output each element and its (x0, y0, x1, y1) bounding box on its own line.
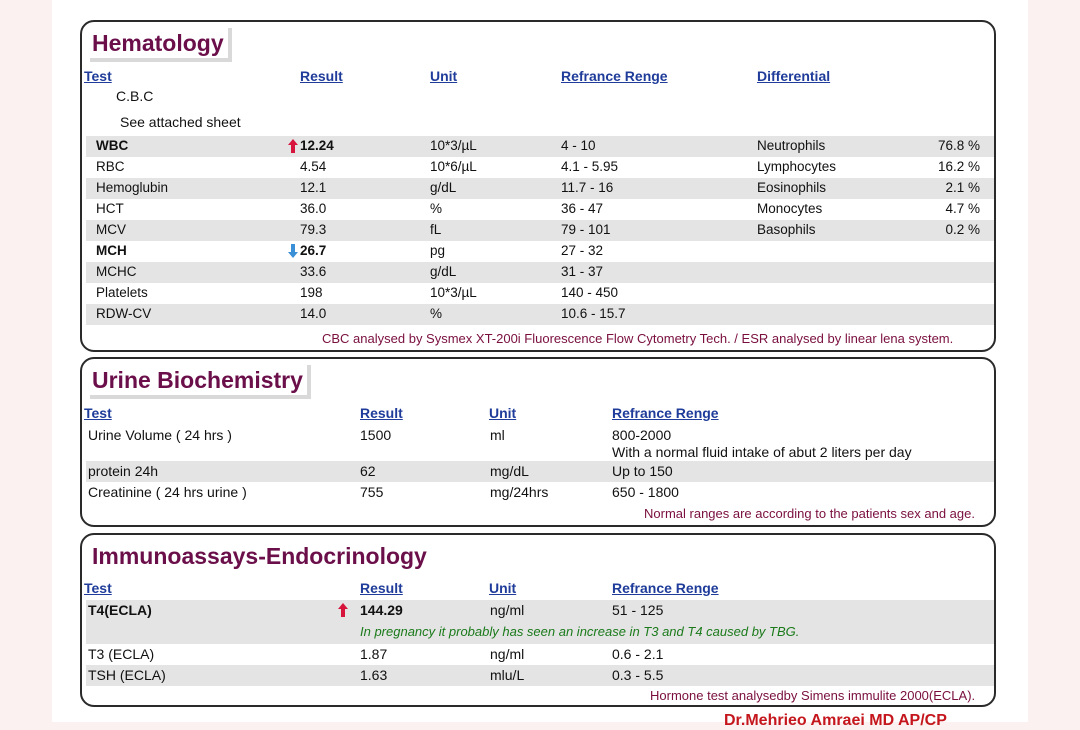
test-name: RBC (96, 159, 125, 174)
result-value: 12.24 (300, 138, 334, 153)
table-row (86, 600, 994, 644)
section-title: Urine Biochemistry (90, 365, 311, 399)
reference-range-note: With a normal fluid intake of abut 2 liters per day (612, 444, 912, 460)
low-flag-arrow-icon (288, 244, 298, 258)
reference-range: 27 - 32 (561, 243, 604, 258)
reference-range: 650 - 1800 (612, 484, 679, 500)
differential-name: Lymphocytes (757, 159, 837, 174)
header-unit: Unit (489, 580, 517, 596)
table-row (86, 482, 994, 503)
header-unit: Unit (430, 68, 458, 84)
header-result: Result (360, 405, 403, 421)
reference-range: 79 - 101 (561, 222, 611, 237)
doctor-signature: Dr.Mehrieo Amraei MD AP/CP (724, 712, 947, 729)
result-value: 14.0 (300, 306, 327, 321)
immuno-section (80, 533, 996, 707)
differential-value: 76.8 % (937, 138, 980, 153)
test-name: RDW-CV (96, 306, 152, 321)
reference-range: 4 - 10 (561, 138, 596, 153)
reference-range: 51 - 125 (612, 602, 664, 618)
unit: mg/dL (490, 463, 529, 479)
header-result: Result (300, 68, 343, 84)
table-row (86, 241, 994, 262)
differential-name: Monocytes (757, 201, 823, 216)
reference-range: 36 - 47 (561, 201, 604, 216)
section-title: Immunoassays-Endocrinology (92, 543, 427, 569)
unit: g/dL (430, 264, 457, 279)
result-value: 1.87 (360, 646, 388, 662)
differential-value: 2.1 % (945, 180, 980, 195)
test-name: Hemoglubin (96, 180, 169, 195)
hematology-note: CBC analysed by Sysmex XT-200i Fluorescence Flow Cytometry Tech. / ESR analysed by linear lena system. (322, 331, 954, 346)
unit: ml (490, 427, 505, 443)
test-name: Creatinine ( 24 hrs urine ) (88, 484, 247, 500)
table-row (86, 461, 994, 482)
table-row (86, 178, 994, 199)
header-differential: Differential (757, 68, 831, 84)
unit: 10*6/µL (430, 159, 477, 174)
test-name: Platelets (96, 285, 148, 300)
differential-name: Basophils (757, 222, 816, 237)
result-value: 144.29 (360, 602, 403, 618)
header-range: Refrance Renge (612, 580, 719, 596)
unit: ng/ml (490, 646, 525, 662)
differential-value: 0.2 % (945, 222, 980, 237)
result-value: 198 (300, 285, 323, 300)
table-row (86, 644, 994, 665)
table-row (86, 199, 994, 220)
table-row (86, 283, 994, 304)
table-row (86, 157, 994, 178)
reference-range: Up to 150 (612, 463, 673, 479)
result-value: 33.6 (300, 264, 327, 279)
reference-range: 0.6 - 2.1 (612, 646, 664, 662)
differential-value: 4.7 % (945, 201, 980, 216)
test-name: protein 24h (88, 463, 159, 479)
reference-range: 11.7 - 16 (561, 180, 614, 195)
test-name: Urine Volume ( 24 hrs ) (88, 427, 232, 443)
result-value: 36.0 (300, 201, 327, 216)
reference-range: 31 - 37 (561, 264, 604, 279)
reference-range: 0.3 - 5.5 (612, 667, 664, 683)
unit: g/dL (430, 180, 457, 195)
urine-section (80, 357, 996, 527)
cbc-label: C.B.C (116, 88, 154, 104)
unit: 10*3/µL (430, 138, 477, 153)
high-flag-arrow-icon (338, 603, 348, 617)
result-value: 4.54 (300, 159, 327, 174)
test-name: T3 (ECLA) (88, 646, 155, 662)
header-test: Test (84, 68, 112, 84)
hematology-section (80, 20, 996, 352)
unit: % (430, 306, 443, 321)
reference-range: 10.6 - 15.7 (561, 306, 626, 321)
differential-value: 16.2 % (937, 159, 980, 174)
test-name: MCHC (96, 264, 137, 279)
high-flag-arrow-icon (288, 139, 298, 153)
differential-name: Neutrophils (757, 138, 826, 153)
test-name: WBC (96, 138, 129, 153)
table-row (86, 136, 994, 157)
result-value: 1500 (360, 427, 392, 443)
table-row (86, 220, 994, 241)
result-value: 755 (360, 484, 384, 500)
table-row (86, 665, 994, 686)
result-value: 26.7 (300, 243, 327, 258)
urine-note: Normal ranges are according to the patients sex and age. (644, 506, 975, 521)
header-test: Test (84, 405, 112, 421)
differential-name: Eosinophils (757, 180, 827, 195)
reference-range: 800-2000 (612, 427, 672, 443)
header-result: Result (360, 580, 403, 596)
result-value: 79.3 (300, 222, 327, 237)
header-range: Refrance Renge (561, 68, 668, 84)
unit: ng/ml (490, 602, 525, 618)
section-title: Hematology (90, 28, 232, 62)
header-test: Test (84, 580, 112, 596)
result-value: 62 (360, 463, 376, 479)
immuno-note: Hormone test analysedby Simens immulite 2000(ECLA). (650, 688, 976, 703)
table-row (86, 425, 994, 461)
result-value: 12.1 (300, 180, 327, 195)
test-name: T4(ECLA) (88, 602, 152, 618)
test-name: MCH (96, 243, 127, 258)
result-value: 1.63 (360, 667, 388, 683)
header-unit: Unit (489, 405, 517, 421)
test-name: MCV (96, 222, 126, 237)
table-row (86, 262, 994, 283)
see-attached-sheet: See attached sheet (120, 114, 241, 130)
unit: % (430, 201, 443, 216)
t4-comment: In pregnancy it probably has seen an increase in T3 and T4 caused by TBG. (360, 624, 800, 639)
table-row (86, 304, 994, 325)
unit: mg/24hrs (490, 484, 549, 500)
reference-range: 140 - 450 (561, 285, 619, 300)
header-range: Refrance Renge (612, 405, 719, 421)
unit: 10*3/µL (430, 285, 477, 300)
unit: pg (430, 243, 446, 258)
test-name: HCT (96, 201, 124, 216)
unit: fL (430, 222, 442, 237)
reference-range: 4.1 - 5.95 (561, 159, 619, 174)
test-name: TSH (ECLA) (88, 667, 166, 683)
unit: mlu/L (490, 667, 525, 683)
